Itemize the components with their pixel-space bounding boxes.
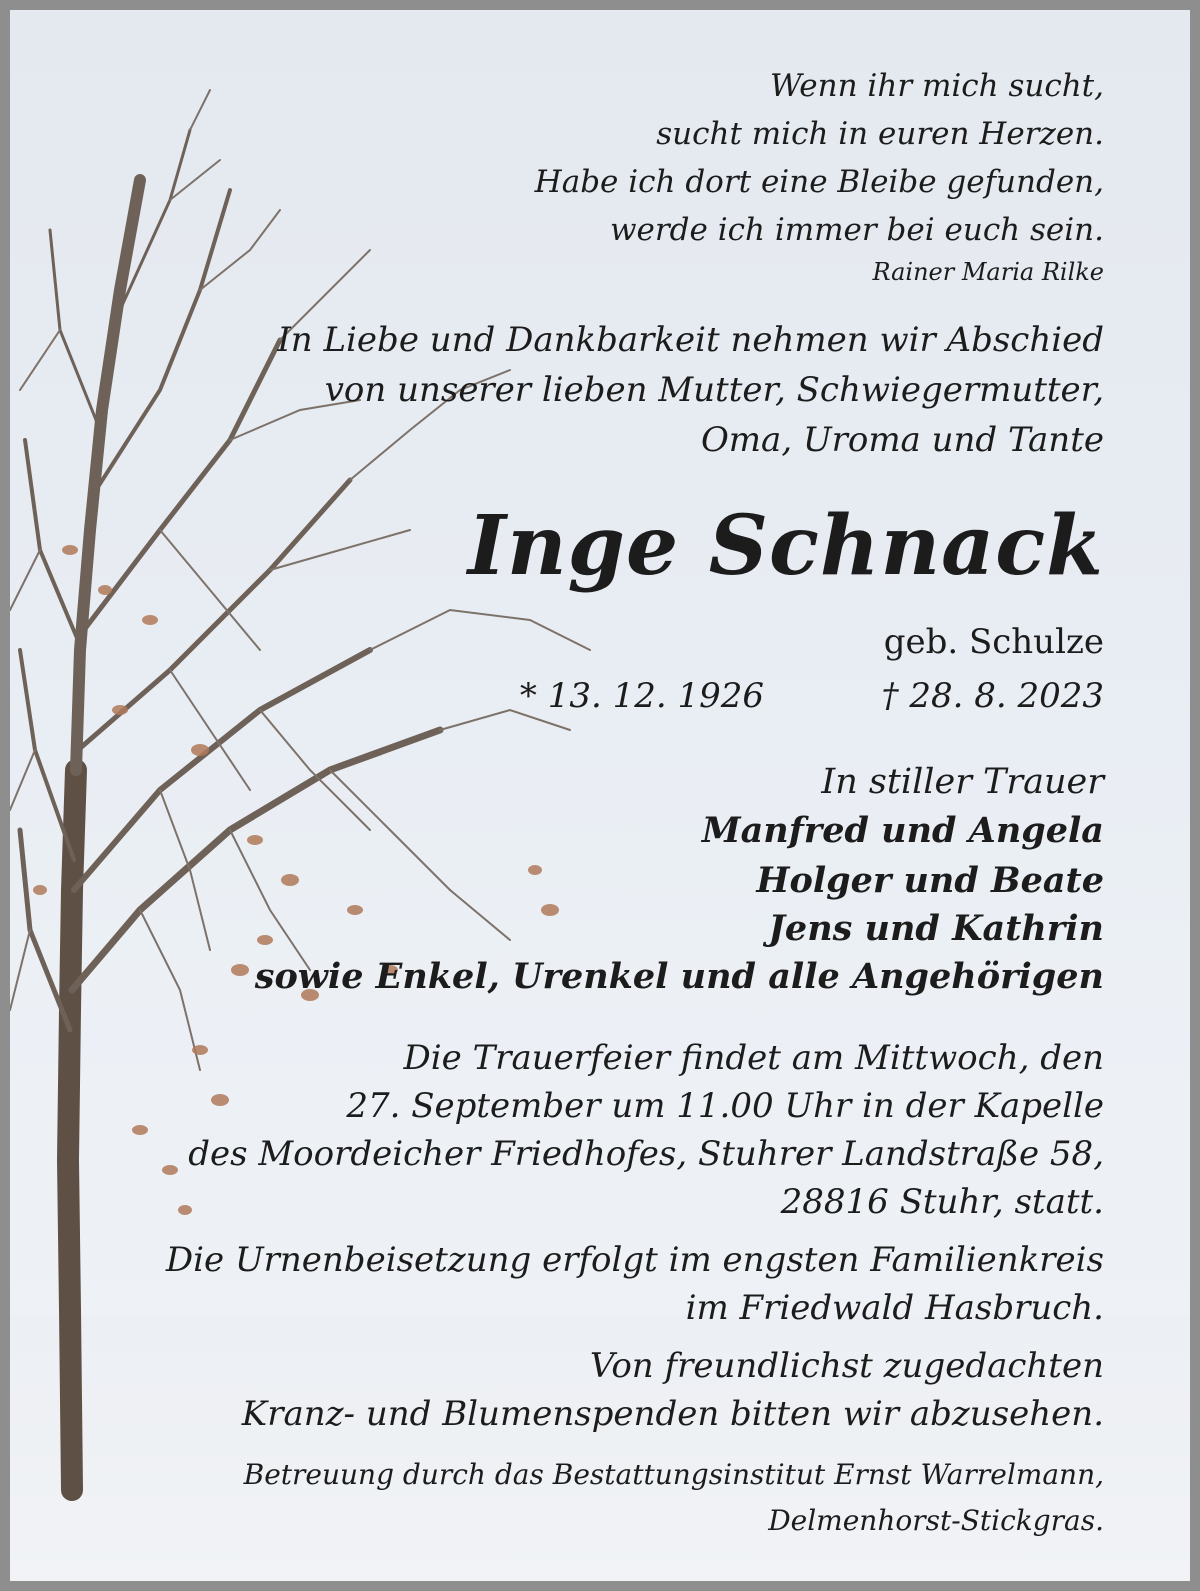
intro-line: In Liebe und Dankbarkeit nehmen wir Abschied xyxy=(277,320,1104,360)
mourners-heading: In stiller Trauer xyxy=(821,762,1104,802)
poem-line: werde ich immer bei euch sein. xyxy=(609,212,1104,248)
flowers-line: Von freundlichst zugedachten xyxy=(589,1346,1104,1386)
intro-line: Oma, Uroma und Tante xyxy=(700,420,1104,460)
funeral-home-line: Delmenhorst-Stickgras. xyxy=(768,1504,1104,1537)
burial-line: im Friedwald Hasbruch. xyxy=(685,1288,1104,1328)
poem-line: Habe ich dort eine Bleibe gefunden, xyxy=(534,164,1104,200)
flowers-line: Kranz- und Blumenspenden bitten wir abzusehen. xyxy=(241,1394,1104,1434)
death-date: † 28. 8. 2023 xyxy=(881,676,1104,716)
ceremony-line: 28816 Stuhr, statt. xyxy=(780,1182,1104,1222)
poem-line: Wenn ihr mich sucht, xyxy=(769,68,1104,104)
ceremony-line: des Moordeicher Friedhofes, Stuhrer Landstraße 58, xyxy=(188,1134,1104,1174)
poem-author: Rainer Maria Rilke xyxy=(872,258,1104,286)
ceremony-line: 27. September um 11.00 Uhr in der Kapelle xyxy=(346,1086,1104,1126)
deceased-name: Inge Schnack xyxy=(467,498,1104,594)
ceremony-line: Die Trauerfeier findet am Mittwoch, den xyxy=(403,1038,1104,1078)
mourner-name: Manfred und Angela xyxy=(701,810,1104,851)
mourner-name: Holger und Beate xyxy=(756,860,1104,901)
mourner-name: Jens und Kathrin xyxy=(768,908,1104,949)
burial-line: Die Urnenbeisetzung erfolgt im engsten Familienkreis xyxy=(165,1240,1104,1280)
funeral-home-line: Betreuung durch das Bestattungsinstitut Ernst Warrelmann, xyxy=(243,1458,1104,1491)
poem-line: sucht mich in euren Herzen. xyxy=(656,116,1104,152)
birth-date: * 13. 12. 1926 xyxy=(519,676,764,716)
maiden-name: geb. Schulze xyxy=(883,622,1104,662)
intro-line: von unserer lieben Mutter, Schwiegermutter, xyxy=(324,370,1104,410)
mourner-name: sowie Enkel, Urenkel und alle Angehörigen xyxy=(254,956,1104,997)
